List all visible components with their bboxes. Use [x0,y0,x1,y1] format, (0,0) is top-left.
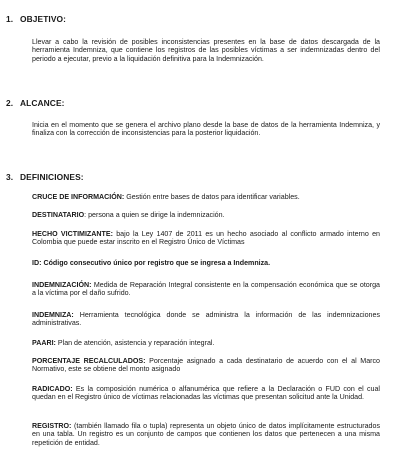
definition-text: Medida de Reparación Integral consistente en la compensación económica que se otorga a la víctima por el daño sufrido. [32,281,380,298]
definition-term: INDEMNIZACIÓN: [32,281,92,289]
definition-id [32,259,380,267]
definition-text: : persona a quien se dirige la indemnización. [84,211,225,219]
definition-text: Herramienta tecnológica donde se administra la información de las indemnizaciones administrativas. [32,311,380,328]
section-number: 2. [6,98,14,108]
definition-porcentaje-recalculados [32,357,380,374]
definition-term: HECHO VICTIMIZANTE: [32,230,113,238]
definition-text: Porcentaje asignado a cada destinatario de acuerdo con el al Marco Normativo, este se obtiene del monto asignado [32,357,381,374]
definition-term: RADICADO: [32,385,73,393]
section-heading-alcance [6,98,65,108]
definition-text: Plan de atención, asistencia y reparación integral. [55,339,215,347]
definition-paari [32,339,380,347]
definition-text: (también llamado fila o tupla) representa un objeto único de datos implícitamente estructurados en una tabla. Un registro es un conjunto de campos que contienen los datos que pertenecen a una misma repetición de entidad. [32,422,380,447]
alcance-paragraph: Inicia en el momento que se genera el archivo plano desde la base de datos de la herramienta Indemniza, y finaliza con la corrección de inconsistencias para la posterior liquidación. [32,121,380,138]
definition-term: PORCENTAJE RECALCULADOS: [32,357,146,365]
objetivo-paragraph: Llevar a cabo la revisión de posibles inconsistencias presentes en la base de datos descargada de la herramienta Indemniza, que contiene los registros de las posibles víctimas a ser indemnizadas dentro del periodo a ejecutar, previo a la liquidación definitiva para la Indemnización. [32,38,380,63]
section-title: ALCANCE: [20,98,65,108]
definition-hecho-victimizante [32,230,380,247]
definition-term: REGISTRO: [32,422,72,430]
definition-destinatario [32,211,380,219]
section-title: OBJETIVO: [20,14,67,24]
definition-term: ID: [32,259,42,267]
definition-text: bajo la Ley 1407 de 2011 es un hecho asociado al conflicto armado interno en Colombia que puede estar inscrito en el Registro Único de Víctimas [32,230,380,247]
definition-term: INDEMNIZA: [32,311,74,319]
definition-indemniza [32,311,380,328]
section-title: DEFINICIONES: [20,172,84,182]
section-number: 3. [6,172,14,182]
definition-cruce-de-informacion [32,193,380,201]
definition-term: DESTINATARIO [32,211,85,219]
section-heading-objetivo [6,14,66,24]
section-number: 1. [6,14,14,24]
definition-term: CRUCE DE INFORMACIÓN: [32,193,125,201]
definition-radicado [32,385,380,402]
definition-registro [32,422,380,447]
definition-text: Código consecutivo único por registro que se ingresa a Indemniza. [41,259,271,267]
definition-text: Es la composición numérica o alfanumérica que refiere a la Declaración o FUD con el cual quedan en el Registro único de víctimas relacionadas las víctimas que presentan solicitud ante la Unidad. [32,385,380,402]
definition-text: Gestión entre bases de datos para identificar variables. [124,193,300,201]
definition-term: PAARI: [32,339,56,347]
section-heading-definiciones [6,172,84,182]
definition-indemnizacion [32,281,380,298]
